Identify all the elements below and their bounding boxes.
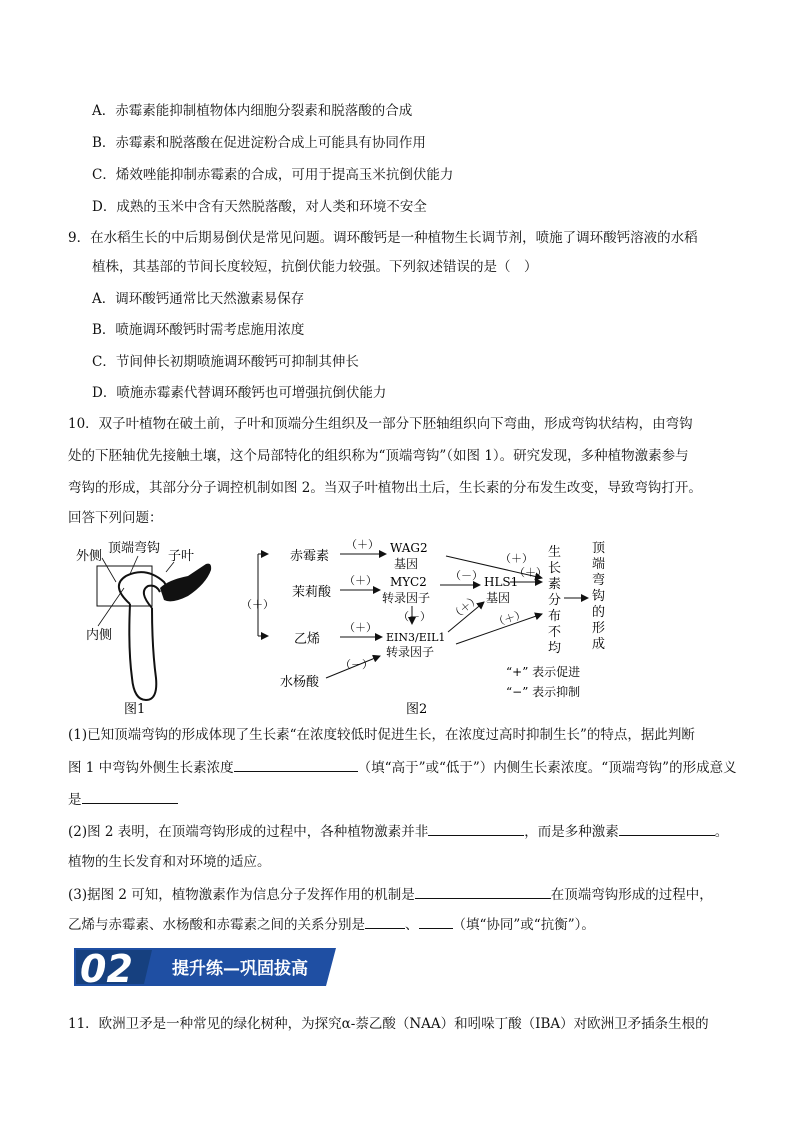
legend-minus: “−” 表示抑制	[506, 685, 581, 699]
q8-option-a: A．赤霉素能抑制植物体内细胞分裂素和脱落酸的合成	[92, 103, 413, 119]
svg-text:成: 成	[592, 637, 606, 652]
svg-text:素: 素	[548, 577, 562, 592]
svg-text:的: 的	[592, 605, 606, 620]
svg-text:（－）: （－）	[398, 610, 431, 623]
node-salicylic: 水杨酸	[280, 675, 320, 690]
svg-text:基因: 基因	[394, 557, 419, 571]
banner-number: 02	[80, 947, 133, 990]
q11-stem-1: 11．欧洲卫矛是一种常见的绿化树种，为探究α-萘乙酸（NAA）和吲哚丁酸（IBA）对欧洲卫矛插条生根的	[68, 1016, 709, 1032]
q10-sub1-line1: (1)已知顶端弯钩的形成体现了生长素“在浓度较低时促进生长，在浓度过高时抑制生长”的特点，据此判断	[68, 727, 695, 743]
answer-blank-7[interactable]	[419, 914, 453, 929]
svg-text:基因: 基因	[486, 591, 511, 605]
section-banner	[74, 944, 344, 990]
q10-sub3-line1: (3)据图 2 可知，植物激素作为信息分子发挥作用的机制是 在顶端弯钩形成的过程中，	[68, 884, 713, 905]
q10-sub3-line2: 乙烯与赤霉素、水杨酸和赤霉素之间的关系分别是 、 （填“协同”或“抗衡”）。	[68, 914, 595, 935]
figure-2	[241, 538, 606, 717]
answer-blank-4[interactable]	[619, 821, 715, 836]
node-myc2: MYC2	[390, 575, 427, 589]
svg-text:布: 布	[548, 609, 562, 624]
result-apical-hook	[592, 541, 606, 652]
q10-stem-4: 回答下列问题：	[68, 510, 163, 526]
figures	[68, 528, 748, 723]
svg-text:形: 形	[592, 621, 606, 636]
q9-option-a: A．调环酸钙通常比天然激素易保存	[92, 291, 305, 307]
q10-sub1-line3: 是	[68, 789, 178, 810]
svg-text:弯: 弯	[592, 573, 606, 588]
node-gibberellin: 赤霉素	[290, 549, 330, 564]
svg-text:分: 分	[548, 593, 562, 608]
q8-option-b: B．赤霉素和脱落酸在促进淀粉合成上可能具有协同作用	[92, 135, 426, 151]
node-wag2: WAG2	[390, 541, 428, 555]
svg-text:（＋）: （＋）	[346, 538, 379, 551]
label-hook: 顶端弯钩	[108, 541, 161, 556]
answer-blank-3[interactable]	[428, 821, 524, 836]
svg-text:均: 均	[548, 641, 562, 656]
figure-1-caption: 图1	[124, 702, 146, 717]
svg-text:（－）: （－）	[340, 658, 373, 671]
svg-text:（＋）: （＋）	[500, 552, 533, 565]
node-hls1: HLS1	[484, 575, 519, 589]
q10-sub1-line2: 图 1 中弯钩外侧生长素浓度 （填“高于”或“低于”）内侧生长素浓度。“顶端弯钩”的形成意义	[68, 757, 737, 778]
q8-option-c: C．烯效唑能抑制赤霉素的合成，可用于提高玉米抗倒伏能力	[92, 167, 454, 183]
svg-text:转录因子: 转录因子	[386, 645, 435, 659]
svg-text:（－）: （－）	[450, 569, 483, 582]
q9-option-b: B．喷施调环酸钙时需考虑施用浓度	[92, 322, 305, 338]
answer-blank-6[interactable]	[365, 914, 405, 929]
q10-stem-1: 10．双子叶植物在破土前，子叶和顶端分生组织及一部分下胚轴组织向下弯曲，形成弯钩状结构，由弯钩	[68, 416, 693, 432]
node-ethylene: 乙烯	[294, 632, 321, 647]
svg-text:钩: 钩	[592, 589, 606, 604]
answer-blank-1[interactable]	[234, 757, 358, 772]
svg-text:（＋）: （＋）	[514, 566, 547, 579]
result-auxin-uneven	[548, 544, 561, 656]
q10-sub2-line2: 植物的生长发育和对环境的适应。	[68, 854, 271, 870]
cotyledon	[160, 564, 211, 602]
node-jasmonic: 茉莉酸	[292, 585, 332, 600]
plus-left: （＋）	[241, 598, 274, 611]
figure-2-caption: 图2	[406, 702, 428, 717]
label-inner: 内侧	[86, 628, 113, 643]
svg-text:不: 不	[548, 625, 562, 640]
q8-option-d: D．成熟的玉米中含有天然脱落酸，对人类和环境不安全	[92, 199, 427, 215]
svg-text:生: 生	[548, 545, 562, 560]
q9-option-c: C．节间伸长初期喷施调环酸钙可抑制其伸长	[92, 354, 359, 370]
legend-plus: “+” 表示促进	[506, 665, 581, 679]
svg-text:转录因子: 转录因子	[382, 591, 431, 605]
banner-title: 提升练—巩固拔高	[172, 959, 308, 979]
q9-option-d: D．喷施赤霉素代替调环酸钙也可增强抗倒伏能力	[92, 385, 387, 401]
q9-stem-1: 9．在水稻生长的中后期易倒伏是常见问题。调环酸钙是一种植物生长调节剂，喷施了调环酸钙溶液的水稻	[68, 230, 698, 246]
svg-text:（＋）: （＋）	[492, 607, 528, 630]
q10-stem-3: 弯钩的形成，其部分分子调控机制如图 2。当双子叶植物出土后，生长素的分布发生改变，导致弯钩打开。	[68, 480, 702, 496]
q10-sub2-line1: (2)图 2 表明，在顶端弯钩形成的过程中，各种植物激素并非 ，而是多种激素 。	[68, 821, 728, 842]
svg-text:（＋）: （＋）	[344, 621, 377, 634]
svg-text:长: 长	[548, 561, 562, 576]
answer-blank-2[interactable]	[82, 789, 178, 804]
label-cotyledon: 子叶	[168, 549, 195, 564]
q9-stem-2: 植株，其基部的节间长度较短，抗倒伏能力较强。下列叙述错误的是（ ）	[92, 259, 538, 275]
svg-text:（＋）: （＋）	[344, 574, 377, 587]
answer-blank-5[interactable]	[415, 884, 551, 899]
svg-text:端: 端	[592, 557, 606, 572]
node-ein3: EIN3/EIL1	[386, 631, 446, 644]
q10-stem-2: 处的下胚轴优先接触土壤，这个局部特化的组织称为“顶端弯钩”（如图 1）。研究发现，多种植物激素参与	[68, 448, 689, 464]
svg-text:顶: 顶	[592, 541, 606, 556]
svg-text:（＋）: （＋）	[448, 591, 483, 623]
hypocotyl	[129, 604, 156, 700]
label-outer: 外侧	[76, 549, 103, 564]
figure-1	[76, 540, 211, 717]
